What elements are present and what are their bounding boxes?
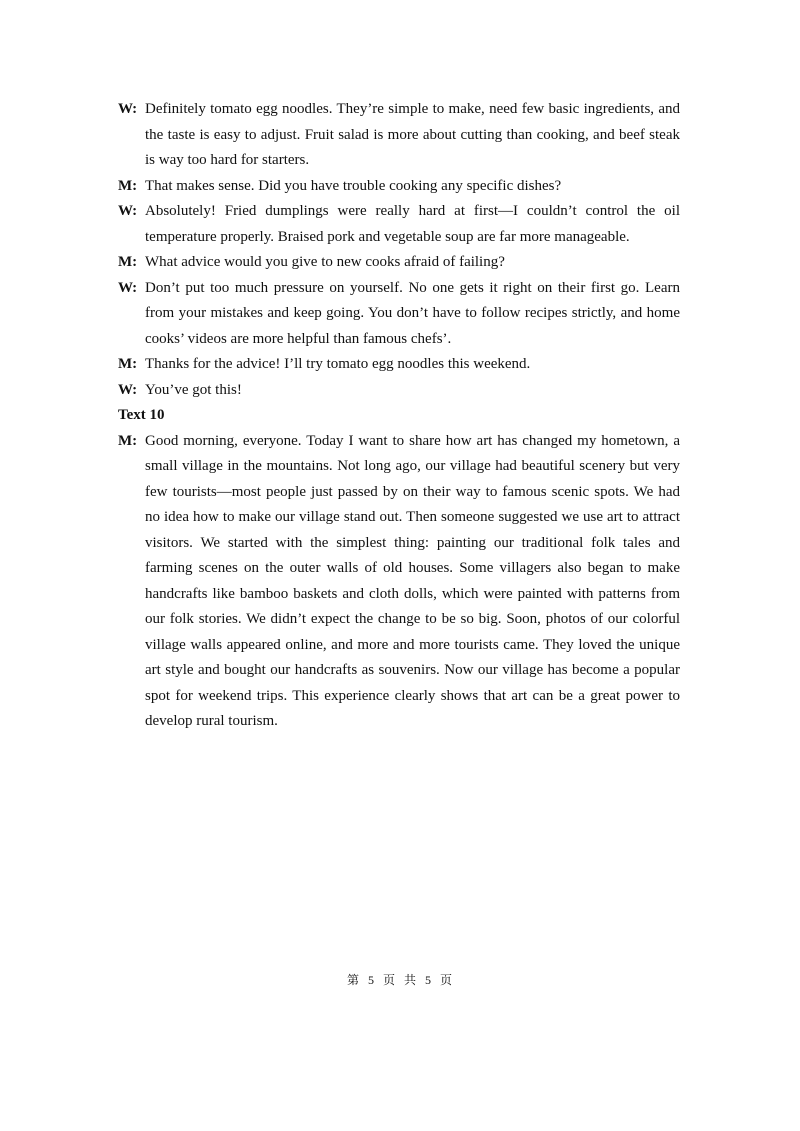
speaker-label: M:	[118, 177, 138, 194]
dialogue-text: You’ve got this!	[145, 381, 242, 398]
speaker-label: W:	[118, 381, 138, 398]
dialogue-line	[118, 250, 680, 276]
transcript-body	[118, 97, 680, 735]
section-heading: Text 10	[118, 407, 165, 423]
dialogue-line	[118, 174, 680, 200]
dialogue-line	[118, 378, 680, 404]
page-footer: 第 5 页 共 5 页	[346, 973, 453, 987]
dialogue-text: Definitely tomato egg noodles. They’re simple to make, need few basic ingredients, and the taste is easy to adjust. Fruit salad is more about cutting than cooking, and beef steak is way too hard for starters.	[145, 101, 680, 168]
dialogue-line	[118, 97, 680, 174]
speaker-label: W:	[118, 279, 138, 296]
speaker-label: W:	[118, 203, 138, 219]
dialogue-text: Good morning, everyone. Today I want to share how art has changed my hometown, a small village in the mountains. Not long ago, our village had beautiful scenery but very few tourists—most people just passed by on their way to famous scenic spots. We had no idea how to make our village stand out. Then someone suggested we use art to attract visitors. We started with the simplest thing: painting our traditional folk tales and farming scenes on the outer walls of old houses. Some villagers also began to make handcrafts like bamboo baskets and cloth dolls, which were painted with patterns from our folk stories. We didn’t expect the change to be so big. Soon, photos of our colorful village walls appeared online, and more and more tourists came. They loved the unique art style and bought our handcrafts as souvenirs. Now our village has become a popular spot for weekend trips. This experience clearly shows that art can be a great power to develop rural tourism.	[145, 432, 680, 729]
dialogue-text: Absolutely! Fried dumplings were really hard at first—I couldn’t control the oil temperature properly. Braised pork and vegetable soup are far more manageable.	[145, 203, 680, 245]
speaker-label: W:	[118, 101, 138, 117]
dialogue-text: What advice would you give to new cooks afraid of failing?	[145, 254, 505, 270]
speaker-label: M:	[118, 432, 138, 449]
dialogue-text: Don’t put too much pressure on yourself. No one gets it right on their first go. Learn from your mistakes and keep going. You don’t have to follow recipes strictly, and home cooks’ videos are more helpful than famous chefs’.	[145, 279, 680, 347]
monologue-paragraph	[118, 429, 680, 735]
dialogue-line	[118, 276, 680, 353]
dialogue-text: That makes sense. Did you have trouble cooking any specific dishes?	[145, 177, 562, 194]
speaker-label: M:	[118, 254, 138, 270]
dialogue-line	[118, 352, 680, 378]
dialogue-line	[118, 199, 680, 250]
speaker-label: M:	[118, 356, 138, 372]
dialogue-text: Thanks for the advice! I’ll try tomato egg noodles this weekend.	[145, 356, 531, 372]
